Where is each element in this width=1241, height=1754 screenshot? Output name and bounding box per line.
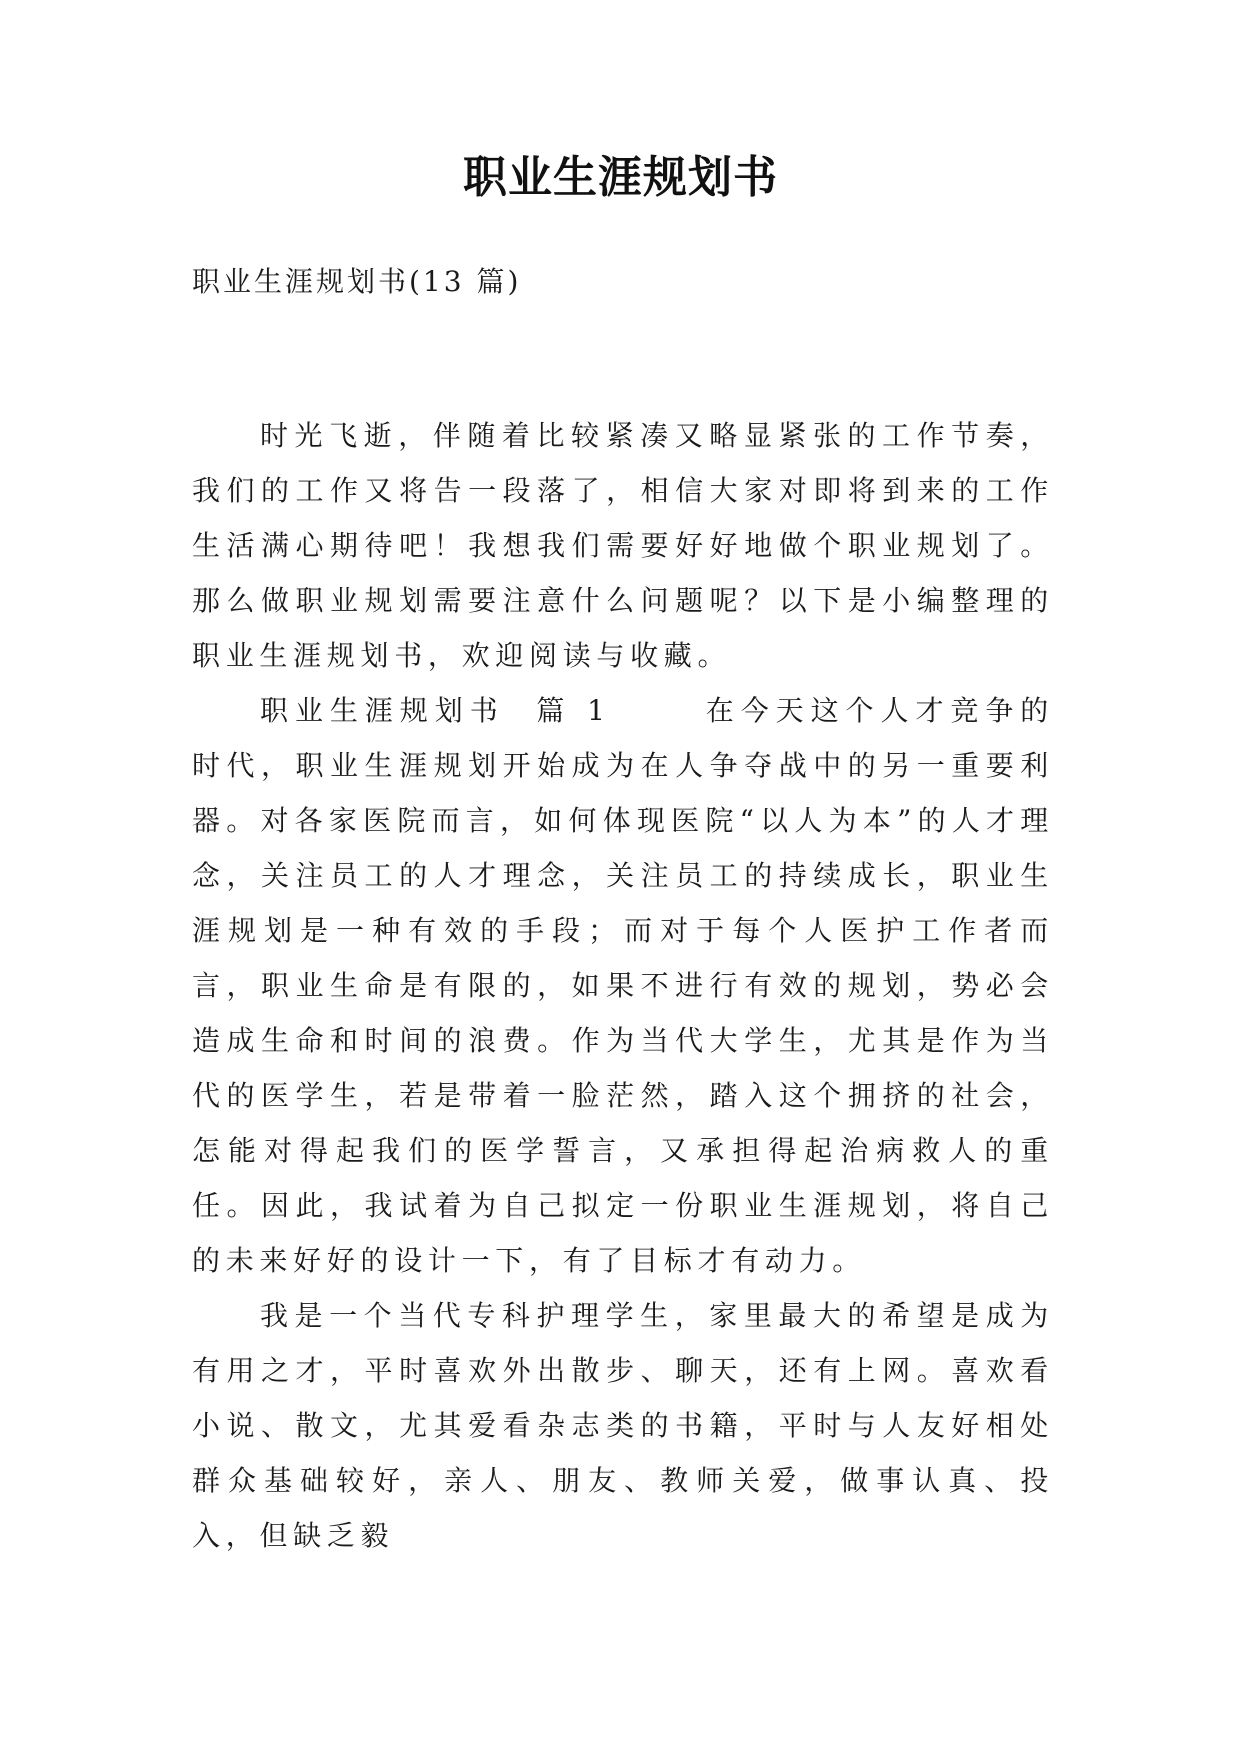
paragraph-intro [192, 408, 1054, 683]
paragraph-self-intro-text: 我是一个当代专科护理学生，家里最大的希望是成为有用之才，平时喜欢外出散步、聊天，还有上网。喜欢看小说、散文，尤其爱看杂志类的书籍，平时与人友好相处群众基础较好，亲人、朋友、教师关爱，做事认真、投入，但缺乏毅 [192, 1299, 1054, 1552]
document-title: 职业生涯规划书 [463, 152, 778, 203]
paragraph-section-1-text: 在今天这个人才竞争的时代，职业生涯规划开始成为在人争夺战中的另一重要利器。对各家医院而言，如何体现医院“以人为本”的人才理念，关注员工的人才理念，关注员工的持续成长，职业生涯规划是一种有效的手段；而对于每个人医护工作者而言，职业生命是有限的，如果不进行有效的规划，势必会造成生命和时间的浪费。作为当代大学生，尤其是作为当代的医学生，若是带着一脸茫然，踏入这个拥挤的社会，怎能对得起我们的医学誓言，又承担得起治病救人的重任。因此，我试着为自己拟定一份职业生涯规划，将自己的未来好好的设计一下，有了目标才有动力。 [192, 694, 1054, 1277]
section-heading: 职业生涯规划书 篇 1 [260, 694, 706, 727]
paragraph-intro-text: 时光飞逝，伴随着比较紧凑又略显紧张的工作节奏，我们的工作又将告一段落了，相信大家对即将到来的工作生活满心期待吧！我想我们需要好好地做个职业规划了。那么做职业规划需要注意什么问题呢？以下是小编整理的职业生涯规划书，欢迎阅读与收藏。 [192, 419, 1054, 672]
paragraph-self-intro [192, 1288, 1054, 1563]
document-body [192, 408, 1054, 1563]
document-subtitle: 职业生涯规划书(13 篇) [192, 265, 522, 298]
paragraph-section-1 [192, 683, 1054, 1288]
